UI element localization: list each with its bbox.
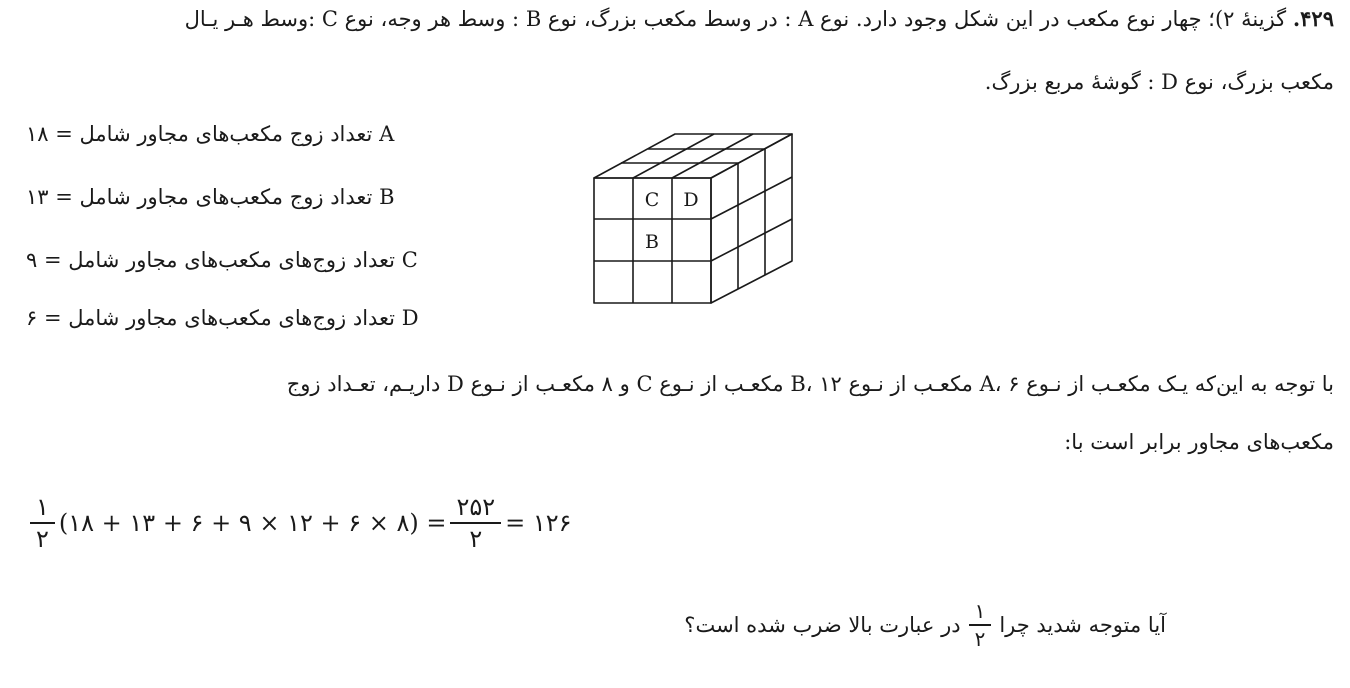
explanation-line-1: با توجه به این‌که یـک مکعـب از نـوع A، ۶ مکعـب از نـوع B، ۱۲ مکعـب از نـوع C و ۸ مکعـب از نـوع D داریـم، تعـداد زوج <box>286 372 1334 396</box>
question-number: ۴۲۹. <box>1292 6 1334 31</box>
fraction-numerator: ۱ <box>36 493 49 522</box>
pair-value: = ۱۸ <box>26 122 73 146</box>
pair-count-c <box>26 248 418 272</box>
pair-label: تعداد زوج مکعب‌های مجاور شامل <box>79 122 373 146</box>
solution-intro-line-1 <box>16 6 1334 32</box>
pair-letter: D <box>401 306 419 330</box>
fraction-denominator: ۲ <box>36 524 49 553</box>
formula-sum: (۱۸ + ۱۳ + ۶ + ۹ × ۱۲ + ۶ × ۸) = <box>58 509 447 537</box>
pair-label: تعداد زوج‌های مکعب‌های مجاور شامل <box>68 306 396 330</box>
cube-label-b: B <box>645 231 659 253</box>
pair-count-formula <box>26 478 572 568</box>
pair-count-b <box>26 185 395 209</box>
half-fraction <box>30 495 55 551</box>
pair-label: تعداد زوج‌های مکعب‌های مجاور شامل <box>68 248 396 272</box>
pair-value: = ۶ <box>26 306 62 330</box>
pair-label: تعداد زوج مکعب‌های مجاور شامل <box>79 185 373 209</box>
intro-text: گزینهٔ ۲)؛ چهار نوع مکعب در این شکل وجود دارد. نوع A : در وسط مکعب بزرگ، نوع B : وسط هر وجه، نوع C :وسط هـر یـال <box>184 7 1293 31</box>
fraction-denominator: ۲ <box>469 524 483 553</box>
explanation-line-2: مکعب‌های مجاور برابر است با: <box>1064 430 1334 454</box>
question-text-start: آیا متوجه شدید چرا <box>999 613 1166 637</box>
cube-label-c: C <box>644 189 660 211</box>
question-fraction <box>969 601 992 649</box>
fraction-denominator: ۲ <box>974 626 986 651</box>
pair-count-d <box>26 306 419 330</box>
pair-letter: A <box>379 122 395 146</box>
question-text-end: در عبارت بالا ضرب شده است؟ <box>684 613 961 637</box>
pair-letter: B <box>379 185 395 209</box>
pair-value: = ۱۳ <box>26 185 73 209</box>
follow-up-question <box>684 590 1166 660</box>
cube-top-face <box>594 134 792 178</box>
pair-letter: C <box>401 248 418 272</box>
pair-count-a <box>26 122 394 146</box>
fraction-numerator: ۲۵۲ <box>456 493 496 522</box>
cube-side-face <box>711 134 792 303</box>
formula-result: = ۱۲۶ <box>505 509 572 537</box>
result-fraction <box>450 495 501 551</box>
pair-value: = ۹ <box>26 248 62 272</box>
solution-intro-line-2: مکعب بزرگ، نوع D : گوشهٔ مربع بزرگ. <box>984 70 1334 94</box>
fraction-numerator: ۱ <box>974 599 986 624</box>
cube-label-d: D <box>683 189 699 211</box>
cube-figure <box>580 122 810 312</box>
